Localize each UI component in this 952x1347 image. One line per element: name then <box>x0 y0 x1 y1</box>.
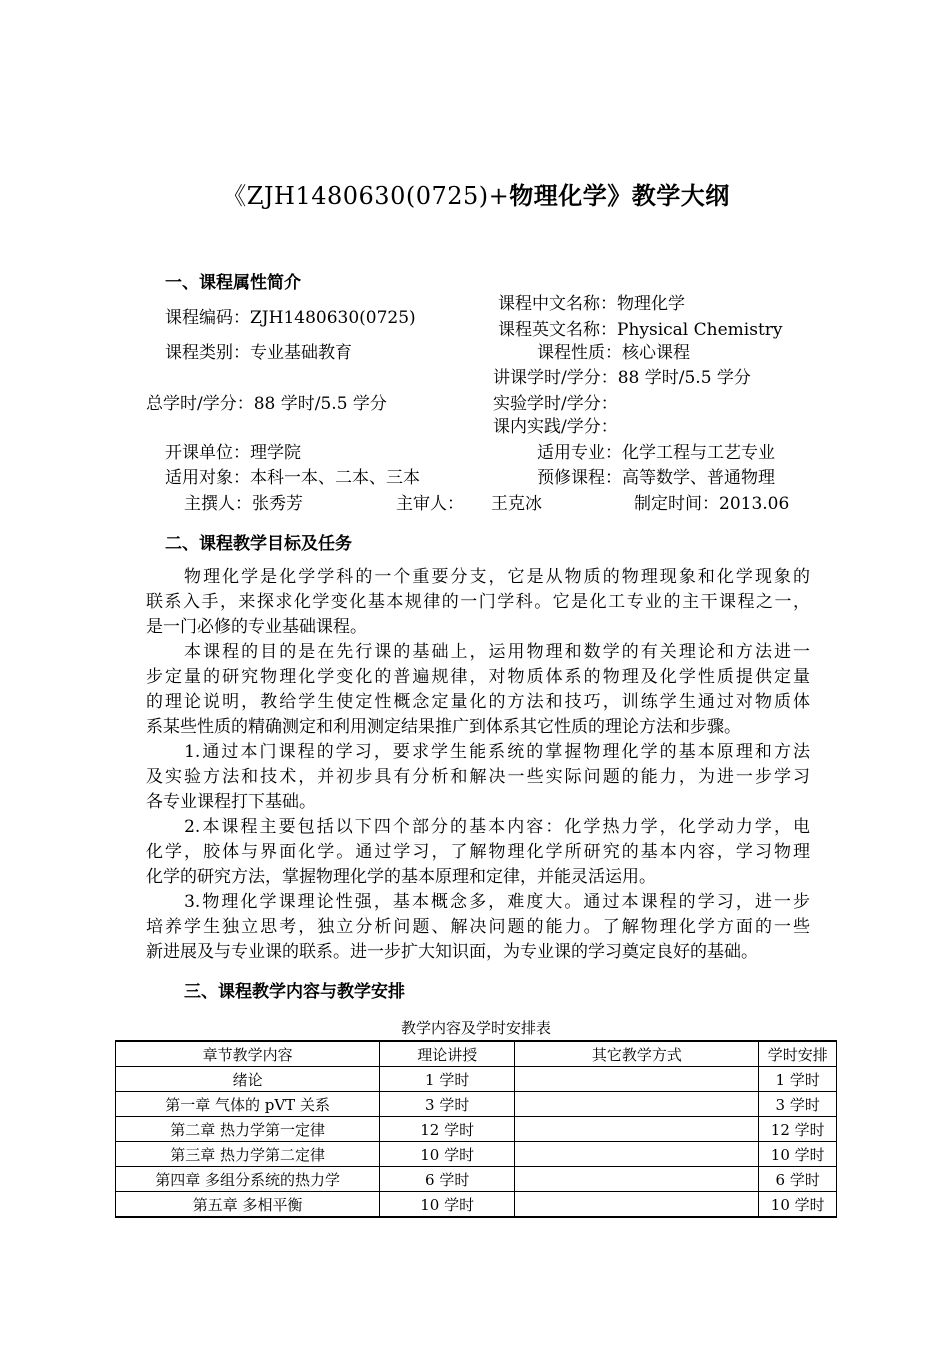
cell-chapter: 第三章 热力学第二定律 <box>116 1142 380 1167</box>
table-header-row <box>116 1041 837 1067</box>
table-row <box>116 1192 837 1218</box>
paragraph-line: 步定量的研究物理化学变化的普遍规律，对物质体系的物理及化学性质提供定量 <box>146 667 810 687</box>
paragraph-line: 系某些性质的精确测定和利用测定结果推广到体系其它性质的理论方法和步骤。 <box>146 717 741 737</box>
cell-hours: 6 学时 <box>759 1167 837 1192</box>
document-title-prefix: 《ZJH1480630(0725)+ <box>222 182 510 210</box>
cell-chapter: 第一章 气体的 pVT 关系 <box>116 1092 380 1117</box>
author: 主撰人：张秀芳 <box>184 494 303 514</box>
document-title-cn: 物理化学》教学大纲 <box>509 182 730 210</box>
paragraph-5 <box>146 890 810 965</box>
schedule-table <box>115 1040 837 1218</box>
paragraph-line: 及实验方法和技术，并初步具有分析和解决一些实际问题的能力，为进一步学习 <box>146 767 810 787</box>
section1-heading: 一、课程属性简介 <box>165 273 301 293</box>
paragraph-line: 联系入手，来探求化学变化基本规律的一门学科。它是化工专业的主干课程之一， <box>146 592 810 612</box>
paragraph-line: 3.物理化学课理论性强，基本概念多，难度大。通过本课程的学习，进一步 <box>146 892 810 912</box>
cell-hours: 10 学时 <box>759 1142 837 1167</box>
department: 开课单位：理学院 <box>165 443 301 463</box>
section2-heading: 二、课程教学目标及任务 <box>165 534 352 554</box>
document-title <box>0 176 952 211</box>
table-row <box>116 1142 837 1167</box>
cell-chapter: 第二章 热力学第一定律 <box>116 1117 380 1142</box>
table-row <box>116 1167 837 1192</box>
table-row <box>116 1117 837 1142</box>
total-hours: 总学时/学分：88 学时/5.5 学分 <box>146 394 387 414</box>
paragraph-line: 的理论说明，教给学生使定性概念定量化的方法和技巧，训练学生通过对物质体 <box>146 692 810 712</box>
cell-theory: 10 学时 <box>380 1192 515 1218</box>
cell-theory: 6 学时 <box>380 1167 515 1192</box>
prerequisites: 预修课程：高等数学、普通物理 <box>537 468 775 488</box>
table-row <box>116 1067 837 1092</box>
course-category: 课程类别：专业基础教育 <box>165 343 352 363</box>
paragraph-line: 各专业课程打下基础。 <box>146 792 316 812</box>
cell-other <box>515 1192 759 1218</box>
cell-theory: 1 学时 <box>380 1067 515 1092</box>
course-code: 课程编码：ZJH1480630(0725) <box>165 308 416 328</box>
cell-chapter: 第四章 多组分系统的热力学 <box>116 1167 380 1192</box>
course-en-name: 课程英文名称：Physical Chemistry <box>498 320 783 340</box>
paragraph-1 <box>146 565 810 640</box>
paragraph-line: 物理化学是化学学科的一个重要分支，它是从物质的物理现象和化学现象的 <box>146 567 810 587</box>
course-cn-name: 课程中文名称：物理化学 <box>498 294 685 314</box>
cell-hours: 12 学时 <box>759 1117 837 1142</box>
target-audience: 适用对象：本科一本、二本、三本 <box>165 468 420 488</box>
paragraph-line: 2.本课程主要包括以下四个部分的基本内容：化学热力学，化学动力学，电 <box>146 817 810 837</box>
header-other-methods: 其它教学方式 <box>515 1041 759 1067</box>
cell-other <box>515 1067 759 1092</box>
cell-other <box>515 1142 759 1167</box>
cell-other <box>515 1167 759 1192</box>
lecture-hours: 讲课学时/学分：88 学时/5.5 学分 <box>493 368 751 388</box>
table-row <box>116 1092 837 1117</box>
cell-theory: 3 学时 <box>380 1092 515 1117</box>
section3-heading: 三、课程教学内容与教学安排 <box>184 982 405 1002</box>
cell-chapter: 第五章 多相平衡 <box>116 1192 380 1218</box>
cell-chapter: 绪论 <box>116 1067 380 1092</box>
cell-theory: 10 学时 <box>380 1142 515 1167</box>
cell-hours: 1 学时 <box>759 1067 837 1092</box>
paragraph-line: 化学的研究方法，掌握物理化学的基本原理和定律，并能灵活运用。 <box>146 867 656 887</box>
applicable-major: 适用专业：化学工程与工艺专业 <box>537 443 775 463</box>
header-hours: 学时安排 <box>759 1041 837 1067</box>
header-chapter-content: 章节教学内容 <box>116 1041 380 1067</box>
paragraph-4 <box>146 815 810 890</box>
paragraph-line: 培养学生独立思考，独立分析问题、解决问题的能力。了解物理化学方面的一些 <box>146 917 810 937</box>
table-caption: 教学内容及学时安排表 <box>400 1019 551 1037</box>
paragraph-line: 新进展及与专业课的联系。进一步扩大知识面，为专业课的学习奠定良好的基础。 <box>146 942 758 962</box>
cell-hours: 3 学时 <box>759 1092 837 1117</box>
paragraph-line: 本课程的目的是在先行课的基础上，运用物理和数学的有关理论和方法进一 <box>146 642 810 662</box>
course-nature: 课程性质：核心课程 <box>537 343 690 363</box>
paragraph-2 <box>146 640 810 740</box>
reviewer-name: 王克冰 <box>491 494 542 514</box>
lab-hours: 实验学时/学分： <box>493 394 618 414</box>
cell-hours: 10 学时 <box>759 1192 837 1218</box>
header-theory-lecture: 理论讲授 <box>380 1041 515 1067</box>
reviewer-label: 主审人： <box>396 494 464 514</box>
paragraph-line: 化学，胶体与界面化学。通过学习，了解物理化学所研究的基本内容，学习物理 <box>146 842 810 862</box>
paragraph-line: 1.通过本门课程的学习，要求学生能系统的掌握物理化学的基本原理和方法 <box>146 742 810 762</box>
cell-other <box>515 1117 759 1142</box>
cell-theory: 12 学时 <box>380 1117 515 1142</box>
paragraph-3 <box>146 740 810 815</box>
practice-hours: 课内实践/学分： <box>493 417 618 437</box>
cell-other <box>515 1092 759 1117</box>
creation-date: 制定时间：2013.06 <box>634 494 790 514</box>
paragraph-line: 是一门必修的专业基础课程。 <box>146 617 367 637</box>
